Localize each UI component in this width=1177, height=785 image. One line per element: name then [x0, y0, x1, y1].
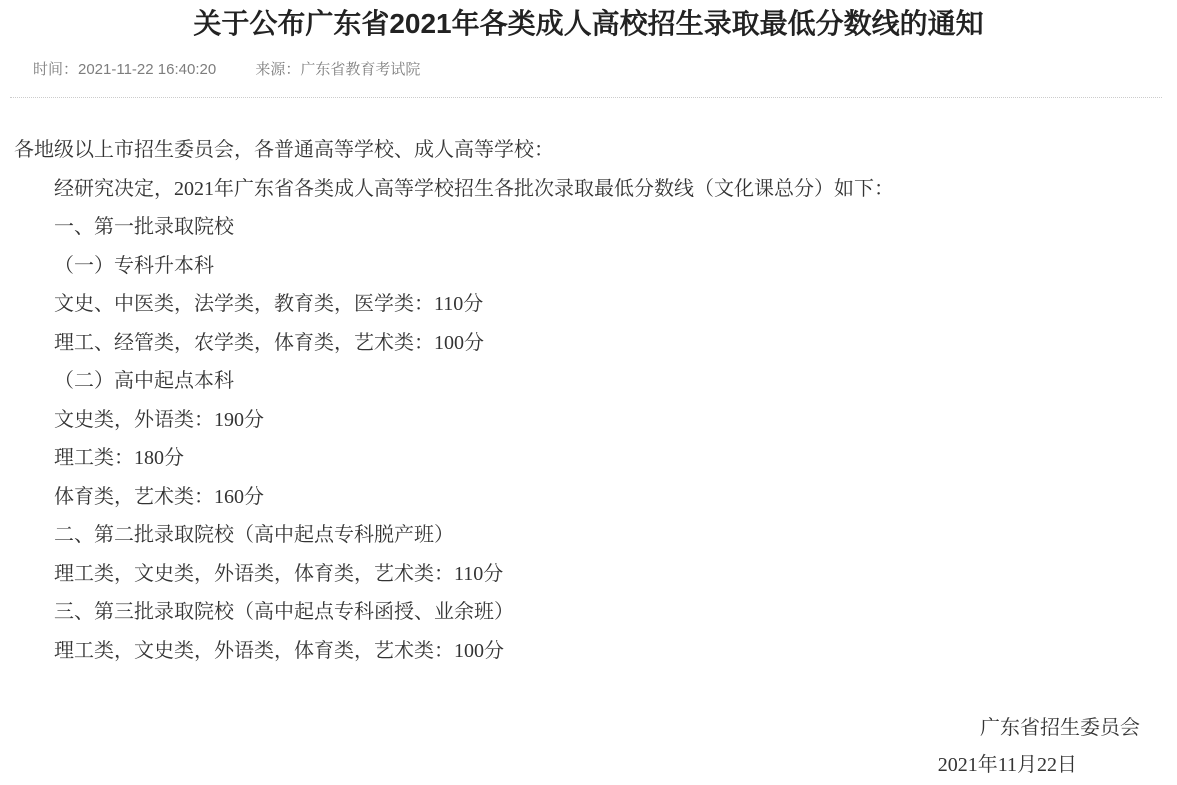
body-paragraph-batch1-heading: 一、第一批录取院校: [54, 216, 234, 238]
signature-organization: 广东省招生委员会: [980, 717, 1140, 739]
body-paragraph-score-line: 体育类，艺术类：160分: [54, 485, 264, 508]
body-paragraph-score-line: 理工类：180分: [54, 447, 184, 469]
article-body: [14, 131, 1137, 670]
body-paragraph-score-line: 理工类，文史类，外语类，体育类，艺术类：100分: [54, 639, 504, 662]
body-paragraph-score-line: 文史、中医类，法学类，教育类，医学类：110分: [54, 293, 484, 315]
page-title: 关于公布广东省2021年各类成人高校招生录取最低分数线的通知: [193, 8, 984, 39]
body-paragraph-salutation: 各地级以上市招生委员会，各普通高等学校、成人高等学校：: [14, 139, 554, 161]
body-paragraph-sub1-heading: （一）专科升本科: [54, 254, 214, 277]
publish-source: 来源：广东省教育考试院: [255, 61, 421, 78]
signature-date: 2021年11月22日: [937, 754, 1077, 776]
dotted-divider: [10, 97, 1162, 98]
body-paragraph-batch3-heading: 三、第三批录取院校（高中起点专科函授、业余班）: [54, 601, 514, 623]
body-paragraph-score-line: 文史类，外语类：190分: [54, 408, 264, 431]
article-meta: [33, 60, 1177, 80]
body-paragraph-score-line: 理工、经管类，农学类，体育类，艺术类：100分: [54, 331, 484, 354]
signature-block: [0, 710, 1177, 784]
body-paragraph-intro: 经研究决定，2021年广东省各类成人高等学校招生各批次录取最低分数线（文化课总分）如下：: [54, 177, 894, 200]
body-paragraph-sub2-heading: （二）高中起点本科: [54, 370, 234, 392]
body-paragraph-batch2-heading: 二、第二批录取院校（高中起点专科脱产班）: [54, 524, 454, 546]
publish-time: 时间：2021-11-22 16:40:20: [33, 61, 217, 78]
body-paragraph-score-line: 理工类，文史类，外语类，体育类，艺术类：110分: [54, 562, 504, 585]
